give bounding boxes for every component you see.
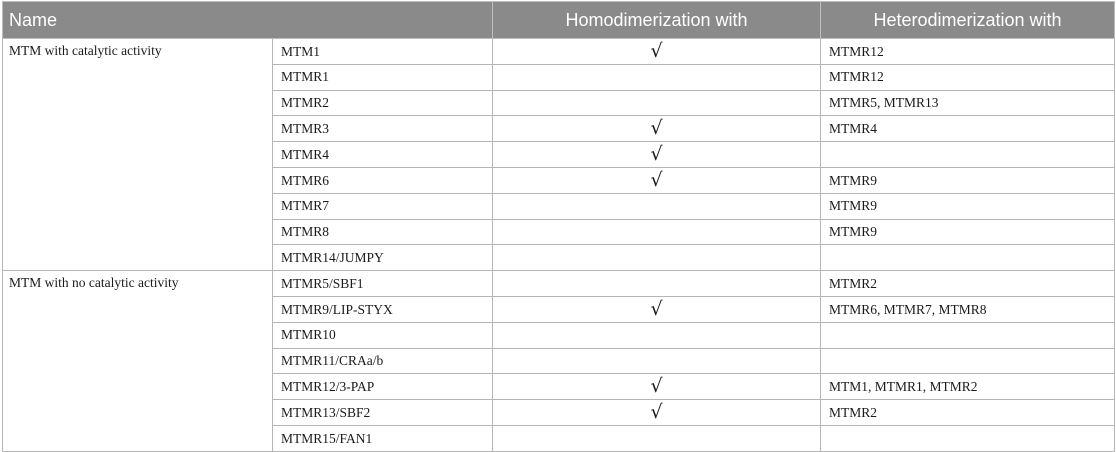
heterodimerization-cell: MTMR5, MTMR13 — [821, 90, 1115, 116]
heterodimerization-cell — [821, 142, 1115, 168]
homodimerization-cell — [493, 116, 821, 142]
protein-name-cell: MTMR4 — [273, 142, 493, 168]
group-label: MTM with no catalytic activity — [3, 271, 273, 452]
homodimerization-cell — [493, 322, 821, 348]
heterodimerization-cell: MTMR9 — [821, 167, 1115, 193]
protein-name-cell: MTMR9/LIP-STYX — [273, 296, 493, 322]
check-mark-icon: √ — [650, 375, 663, 398]
protein-name-cell: MTMR13/SBF2 — [273, 400, 493, 426]
header-row — [3, 2, 1115, 39]
homodimerization-cell — [493, 296, 821, 322]
homodimerization-cell — [493, 90, 821, 116]
heterodimerization-cell: MTMR9 — [821, 219, 1115, 245]
header-homodimerization: Homodimerization with — [493, 2, 821, 39]
group-label: MTM with catalytic activity — [3, 39, 273, 271]
homodimerization-cell — [493, 348, 821, 374]
check-mark-icon: √ — [650, 168, 663, 191]
header-name: Name — [3, 2, 493, 39]
protein-name-cell: MTMR15/FAN1 — [273, 425, 493, 451]
protein-name-cell: MTMR2 — [273, 90, 493, 116]
heterodimerization-cell: MTMR12 — [821, 39, 1115, 65]
protein-name-cell: MTMR5/SBF1 — [273, 271, 493, 297]
dimerization-table — [2, 1, 1115, 452]
heterodimerization-cell: MTMR12 — [821, 64, 1115, 90]
homodimerization-cell — [493, 219, 821, 245]
homodimerization-cell — [493, 271, 821, 297]
protein-name-cell: MTMR7 — [273, 193, 493, 219]
homodimerization-cell — [493, 39, 821, 65]
homodimerization-cell — [493, 425, 821, 451]
heterodimerization-cell — [821, 322, 1115, 348]
protein-name-cell: MTMR12/3-PAP — [273, 374, 493, 400]
heterodimerization-cell: MTMR4 — [821, 116, 1115, 142]
check-mark-icon: √ — [650, 401, 663, 424]
table-header — [3, 2, 1115, 39]
heterodimerization-cell — [821, 245, 1115, 271]
protein-name-cell: MTMR1 — [273, 64, 493, 90]
heterodimerization-cell: MTMR2 — [821, 271, 1115, 297]
protein-name-cell: MTM1 — [273, 39, 493, 65]
table-row — [3, 271, 1115, 297]
homodimerization-cell — [493, 374, 821, 400]
homodimerization-cell — [493, 193, 821, 219]
protein-name-cell: MTMR3 — [273, 116, 493, 142]
table-row — [3, 39, 1115, 65]
check-mark-icon: √ — [650, 117, 663, 140]
homodimerization-cell — [493, 245, 821, 271]
heterodimerization-cell — [821, 348, 1115, 374]
protein-name-cell: MTMR14/JUMPY — [273, 245, 493, 271]
header-heterodimerization: Heterodimerization with — [821, 2, 1115, 39]
homodimerization-cell — [493, 400, 821, 426]
heterodimerization-cell: MTMR2 — [821, 400, 1115, 426]
heterodimerization-cell: MTM1, MTMR1, MTMR2 — [821, 374, 1115, 400]
heterodimerization-cell: MTMR9 — [821, 193, 1115, 219]
protein-name-cell: MTMR8 — [273, 219, 493, 245]
heterodimerization-cell — [821, 425, 1115, 451]
check-mark-icon: √ — [650, 297, 663, 320]
homodimerization-cell — [493, 142, 821, 168]
check-mark-icon: √ — [650, 39, 663, 62]
heterodimerization-cell: MTMR6, MTMR7, MTMR8 — [821, 296, 1115, 322]
homodimerization-cell — [493, 167, 821, 193]
homodimerization-cell — [493, 64, 821, 90]
protein-name-cell: MTMR6 — [273, 167, 493, 193]
protein-name-cell: MTMR10 — [273, 322, 493, 348]
protein-name-cell: MTMR11/CRAa/b — [273, 348, 493, 374]
table-body — [3, 39, 1115, 452]
check-mark-icon: √ — [650, 143, 663, 166]
